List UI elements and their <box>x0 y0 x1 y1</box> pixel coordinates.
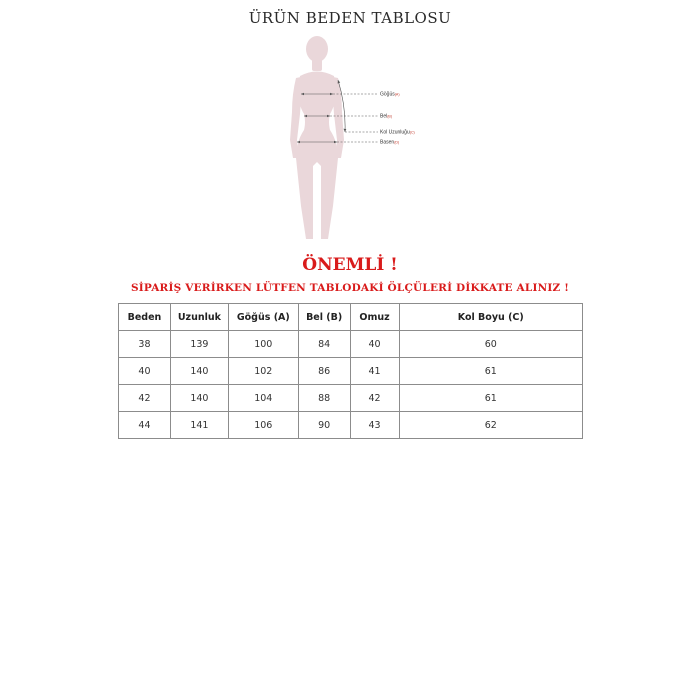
table-cell: 41 <box>350 358 399 385</box>
table-cell: 61 <box>399 385 582 412</box>
header-kol-boyu: Kol Boyu (C) <box>399 304 582 331</box>
page-title: ÜRÜN BEDEN TABLOSU <box>248 9 452 27</box>
order-warning: SİPARİŞ VERİRKEN LÜTFEN TABLODAKİ ÖLÇÜLERİ DİKKATE ALINIZ ! <box>130 282 570 294</box>
body-measurement-figure <box>270 34 440 246</box>
table-row <box>119 412 583 439</box>
table-cell: 106 <box>228 412 298 439</box>
header-bel: Bel (B) <box>298 304 350 331</box>
table-row <box>119 358 583 385</box>
table-cell: 42 <box>350 385 399 412</box>
measure-label-arm-length: Kol Uzunluğu(C) <box>380 129 415 136</box>
table-cell: 43 <box>350 412 399 439</box>
table-cell: 40 <box>119 358 171 385</box>
table-cell: 104 <box>228 385 298 412</box>
important-notice: ÖNEMLİ ! <box>302 255 398 275</box>
header-uzunluk: Uzunluk <box>170 304 228 331</box>
measure-label-waist: Bel(B) <box>380 113 393 120</box>
table-cell: 140 <box>170 385 228 412</box>
table-cell: 139 <box>170 331 228 358</box>
table-cell: 61 <box>399 358 582 385</box>
table-cell: 84 <box>298 331 350 358</box>
size-chart-table <box>118 303 583 439</box>
table-cell: 140 <box>170 358 228 385</box>
table-row <box>119 331 583 358</box>
table-header-row <box>119 304 583 331</box>
table-cell: 141 <box>170 412 228 439</box>
table-cell: 90 <box>298 412 350 439</box>
female-silhouette-icon <box>270 34 440 246</box>
header-beden: Beden <box>119 304 171 331</box>
table-cell: 102 <box>228 358 298 385</box>
measure-label-chest: Göğüs(A) <box>380 91 400 98</box>
header-gogus: Göğüs (A) <box>228 304 298 331</box>
table-cell: 44 <box>119 412 171 439</box>
table-cell: 38 <box>119 331 171 358</box>
table-cell: 100 <box>228 331 298 358</box>
table-cell: 62 <box>399 412 582 439</box>
table-cell: 88 <box>298 385 350 412</box>
table-row <box>119 385 583 412</box>
table-cell: 40 <box>350 331 399 358</box>
header-omuz: Omuz <box>350 304 399 331</box>
table-cell: 86 <box>298 358 350 385</box>
table-cell: 60 <box>399 331 582 358</box>
measure-label-hips: Basen(D) <box>380 139 400 146</box>
table-cell: 42 <box>119 385 171 412</box>
